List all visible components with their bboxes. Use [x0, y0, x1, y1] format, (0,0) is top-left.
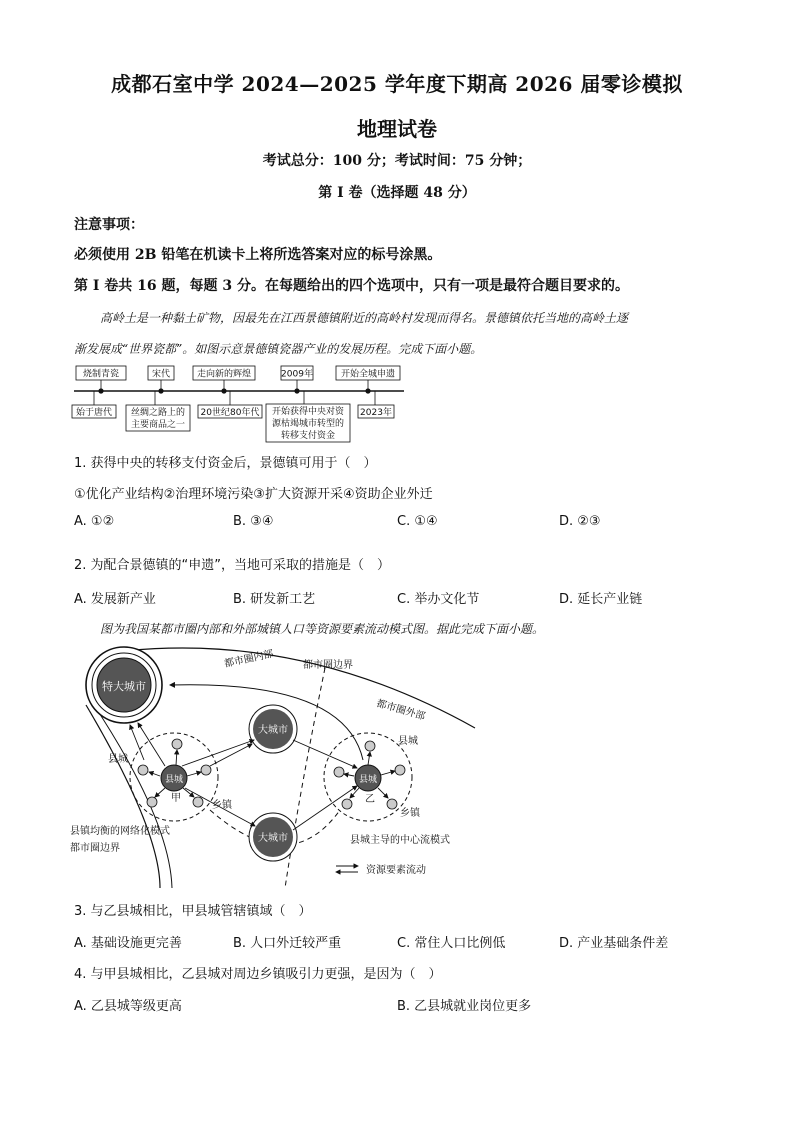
- timeline-bottom-2-line-0: 20世纪80年代: [200, 408, 260, 418]
- q3-option-b: B. 人口外迁较严重: [233, 936, 342, 951]
- legend-arrow-icon: [336, 866, 358, 872]
- notice-line-2: 第 I 卷共 16 题，每题 3 分。在每题给出的四个选项中，只有一项是最符合题目要求的。: [74, 278, 630, 294]
- q3-option-d: D. 产业基础条件差: [559, 936, 669, 951]
- label-mode-right: 县城主导的中心流模式: [350, 835, 450, 846]
- timeline-bottom-3: [266, 391, 350, 442]
- label-town-yi: 乡镇: [400, 808, 420, 819]
- notice-heading: 注意事项：: [74, 217, 144, 233]
- timeline-bottom-1-line-1: 主要商品之一: [130, 420, 186, 430]
- timeline-top-label-0: 烧制青瓷: [82, 369, 120, 380]
- q1-option-b: B. ③④: [233, 514, 274, 529]
- label-county-jia: 县城: [108, 754, 128, 765]
- passage2-line-1: 图为我国某都市圈内部和外部城镇人口等资源要素流动模式图。据此完成下面小题。: [100, 622, 545, 636]
- timeline-top-2: [193, 366, 255, 391]
- timeline-bottom-0-line-0: 始于唐代: [75, 408, 113, 418]
- county-node-jia: [161, 765, 187, 791]
- timeline-top-1: [148, 366, 174, 391]
- label-yi: 乙: [365, 794, 375, 805]
- county-jia-label: 县城: [164, 775, 184, 785]
- metro-diagram: [60, 640, 500, 890]
- q3-option-a: A. 基础设施更完善: [74, 936, 182, 951]
- q4-option-b: B. 乙县城就业岗位更多: [397, 999, 532, 1014]
- notice-line-1: 必须使用 2B 铅笔在机读卡上将所选答案对应的标号涂黑。: [74, 247, 442, 263]
- q2-option-b: B. 研发新工艺: [233, 592, 316, 607]
- q1-items: ①优化产业结构②治理环境污染③扩大资源开采④资助企业外迁: [74, 487, 433, 502]
- q1-option-d: D. ②③: [559, 514, 601, 529]
- bigcity-label-bottom: 大城市: [258, 833, 288, 844]
- label-inner: 都市圈内部: [223, 648, 275, 670]
- timeline-top-label-2: 走向新的辉煌: [196, 369, 252, 380]
- boundary-line-left: [86, 705, 160, 888]
- label-outer: 都市圈外部: [375, 698, 427, 723]
- timeline-top-label-1: 宋代: [151, 369, 171, 380]
- timeline-top-label-3: 2009年: [281, 369, 313, 380]
- label-town-jia: 乡镇: [212, 800, 232, 811]
- timeline-figure: [70, 360, 410, 446]
- passage1-line-1: 高岭土是一种黏土矿物，因最先在江西景德镇附近的高岭村发现而得名。景德镇依托当地的高岭土逐: [100, 311, 629, 325]
- timeline-top-3: [281, 366, 313, 391]
- county-yi-label: 县城: [358, 775, 378, 785]
- timeline-top-0: [76, 366, 126, 391]
- passage1-line-2: 渐发展成“世界瓷都”。如图示意景德镇瓷器产业的发展历程。完成下面小题。: [74, 342, 483, 356]
- timeline-bottom-1: [126, 391, 190, 431]
- part-heading: 第 I 卷（选择题 48 分）: [318, 185, 476, 201]
- bigcity-label-top: 大城市: [258, 725, 288, 736]
- timeline-bottom-3-line-2: 转移支付资金: [280, 431, 336, 441]
- exam-info: 考试总分：100 分；考试时间：75 分钟；: [262, 153, 532, 169]
- bigcity-node-bottom: [249, 813, 297, 861]
- timeline-bottom-4: [358, 391, 394, 418]
- timeline-bottom-3-line-1: 源枯竭城市转型的: [271, 419, 345, 429]
- q4-stem: 4. 与甲县城相比，乙县城对周边乡镇吸引力更强，是因为（ ）: [74, 967, 442, 982]
- timeline-bottom-4-line-0: 2023年: [360, 408, 392, 418]
- timeline-bottom-1-line-0: 丝绸之路上的: [130, 408, 186, 418]
- timeline-top-label-4: 开始全城申遗: [340, 369, 396, 380]
- label-mode-left-2: 都市圈边界: [70, 843, 120, 854]
- q4-option-a: A. 乙县城等级更高: [74, 999, 182, 1014]
- exam-title: 成都石室中学 2024—2025 学年度下期高 2026 届零诊模拟: [111, 72, 683, 96]
- timeline-bottom-3-line-0: 开始获得中央对资: [271, 407, 345, 417]
- q2-stem: 2. 为配合景德镇的“申遗”，当地可采取的措施是（ ）: [74, 558, 391, 573]
- q1-option-c: C. ①④: [397, 514, 438, 529]
- label-mode-left-1: 县镇均衡的网络化模式: [70, 826, 170, 837]
- timeline-bottom-0: [72, 391, 116, 418]
- label-boundary-top: 都市圈边界: [303, 660, 353, 671]
- bigcity-node-top: [249, 705, 297, 753]
- q3-stem: 3. 与乙县城相比，甲县城管辖镇域（ ）: [74, 904, 312, 919]
- label-county-yi: 县城: [398, 736, 418, 747]
- legend-label: 资源要素流动: [366, 865, 426, 876]
- q1-stem: 1. 获得中央的转移支付资金后，景德镇可用于（ ）: [74, 456, 377, 471]
- exam-subtitle: 地理试卷: [357, 117, 437, 141]
- q2-option-c: C. 举办文化节: [397, 592, 480, 607]
- timeline-top-4: [336, 366, 400, 391]
- q2-option-a: A. 发展新产业: [74, 592, 156, 607]
- timeline-bottom-2: [198, 391, 262, 418]
- q2-option-d: D. 延长产业链: [559, 592, 643, 607]
- megacity-label: 特大城市: [102, 680, 146, 693]
- q1-option-a: A. ①②: [74, 514, 115, 529]
- megacity-node: [86, 647, 162, 723]
- label-jia: 甲: [171, 793, 181, 804]
- q3-option-c: C. 常住人口比例低: [397, 936, 506, 951]
- county-node-yi: [355, 765, 381, 791]
